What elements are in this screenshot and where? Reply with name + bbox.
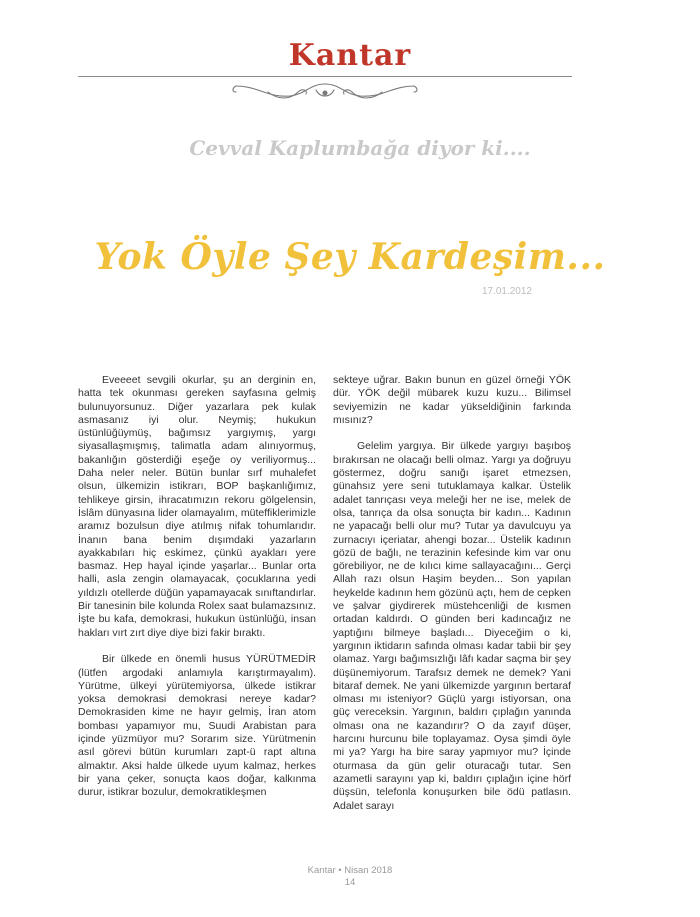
page-footer [0, 865, 700, 889]
paragraph: Bir ülkede en önemli husus YÜRÜTMEDİR (lütfen argodaki anlamıyla karıştırmayalım). Yürütme, ülkeyi yürütemiyorsa, ülkede istikrar yoksa demokrasi demokrasi nereye kadar? Demokrasiden kime ne hayır gelmiş, İran atom bombası yapamıyor mu, Suudi Arabistan para içinde yüzmüyor mu? Sorarım size. Yürütmenin asıl görevi bütün kurumları zapt-ü rapt altına almaktır. Aksi halde ülkede uyum kalmaz, herkes bir yana çeker, sonuçta kaos doğar, kalkınma durur, istikrar bozulur, demokratikleşmen [78, 653, 316, 799]
footer-line: Kantar • Nisan 2018 [307, 865, 393, 876]
column-kicker: Cevval Kaplumbağa diyor ki.... [189, 136, 531, 160]
flourish-ornament-icon [228, 78, 422, 104]
page-number: 14 [344, 877, 356, 888]
paragraph: Eveeeet sevgili okurlar, şu an derginin en, hatta tek okunması gereken sayfasına gelmiş bulunuyorsunuz. Diğer yazarlara pek kulak asmasanız iyi olur. Neymiş; hukukun üstünlüğüymüş, bağımsız yargıymış, yargı siyasallaşmışmış, talimatla adam alınıyormuş, bakanlığın gösterdiği eşeğe oy veriliyormuş... Daha neler neler. Bütün bunlar sırf muhalefet olsun, ülkemizin istikrarı, BOP başkanlığımız, tehlikeye girsin, ihracatımızın rekoru gölgelensin, İslâm dünyasına lider olamayalım, müteffiklerimizle aramız bozulsun diye atılmış nifak tohumlarıdır. İnanın bana benim dışımdaki yazarların ayakkabıları hiç eskimez, çünkü ayakları yere basmaz. Hep hayal içinde yaşarlar... Bunlar orta halli, asla zengin olamayacak, çocuklarına yedi yıldızlı otellerde düğün yapamayacak sınıftandırlar. Bir tanesinin bile kolunda Rolex saat bulamazsınız. İşte bu kafa, demokrasi, hukukun üstünlüğü, insan hakları vırt zırt diye diye bizi fakir bıraktı. [78, 374, 316, 639]
paragraph: sekteye uğrar. Bakın bunun en güzel örneği YÖK dür. YÖK değil mübarek kuzu kuzu... Bilimsel seviyemizin ne kadar yükseldiğinin farkında mısınız? [333, 374, 571, 426]
article-headline: Yok Öyle Şey Kardeşim... [94, 236, 606, 278]
header-rule [78, 76, 572, 77]
paragraph: Gelelim yargıya. Bir ülkede yargıyı başıboş bırakırsan ne olacağı belli olmaz. Yargı ya doğruyu göstermez, doğru sanığı işaret etmezsen, günahsız yere seni tutuklamaya kalkar. Üstelik adalet tanrıçası veya meleği her ne ise, melek de olsa, tanrıça da olsa sonuçta bir kadın... Kadının ne yapacağı belli olur mu? Tutar ya davulcuyu ya zurnacıyı içeriatar, ahengi bozar... Üstelik kadının gözü de bağlı, ne terazinin kefesinde kim var onu görebiliyor, ne de kılıcı kime sallayacağını... Gerçi Allah razı olsun Haşim beyden... Son yapılan heykelde kadının hem gözünü açtı, hem de cepken ve şalvar giydirerek müstehcenliği de kısmen ortadan kaldırdı. O günden beri kadıncağız ne yaptığını bilmeye başladı... Diyeceğim o ki, yargının iktidarın safında olması kadar tabii bir şey olamaz. Yargı bağımsızlığı lâfı kadar saçma bir şey düşünemiyorum. Tarafsız demek ne demek? Yani bitaraf demek. Ne yani ülkemizde yargının bertaraf olması mı isteniyor? Güçlü yargı istiyorsan, ona güç vereceksin. Yargının, baldırı çıplağın yanında olması ona ne kazandırır? O da zayıf düşer, harcını hurcunu bile toplayamaz. Oysa şimdi öyle mi ya? Yargı ha bire saray yapmıyor mu? İçinde oturmasa da gün gelir oturacağı tutar. Sen azametli sarayını yap ki, baldırı çıplağın içine hörf düşsün, telefonla konuşurken bile ödü patlasın. Adalet sarayı [333, 440, 571, 812]
article-date: 17.01.2012 [481, 286, 532, 297]
magazine-masthead [0, 38, 700, 73]
masthead-title: Kantar [288, 38, 412, 73]
article-column-right [333, 374, 571, 826]
article-column-left [78, 374, 316, 813]
